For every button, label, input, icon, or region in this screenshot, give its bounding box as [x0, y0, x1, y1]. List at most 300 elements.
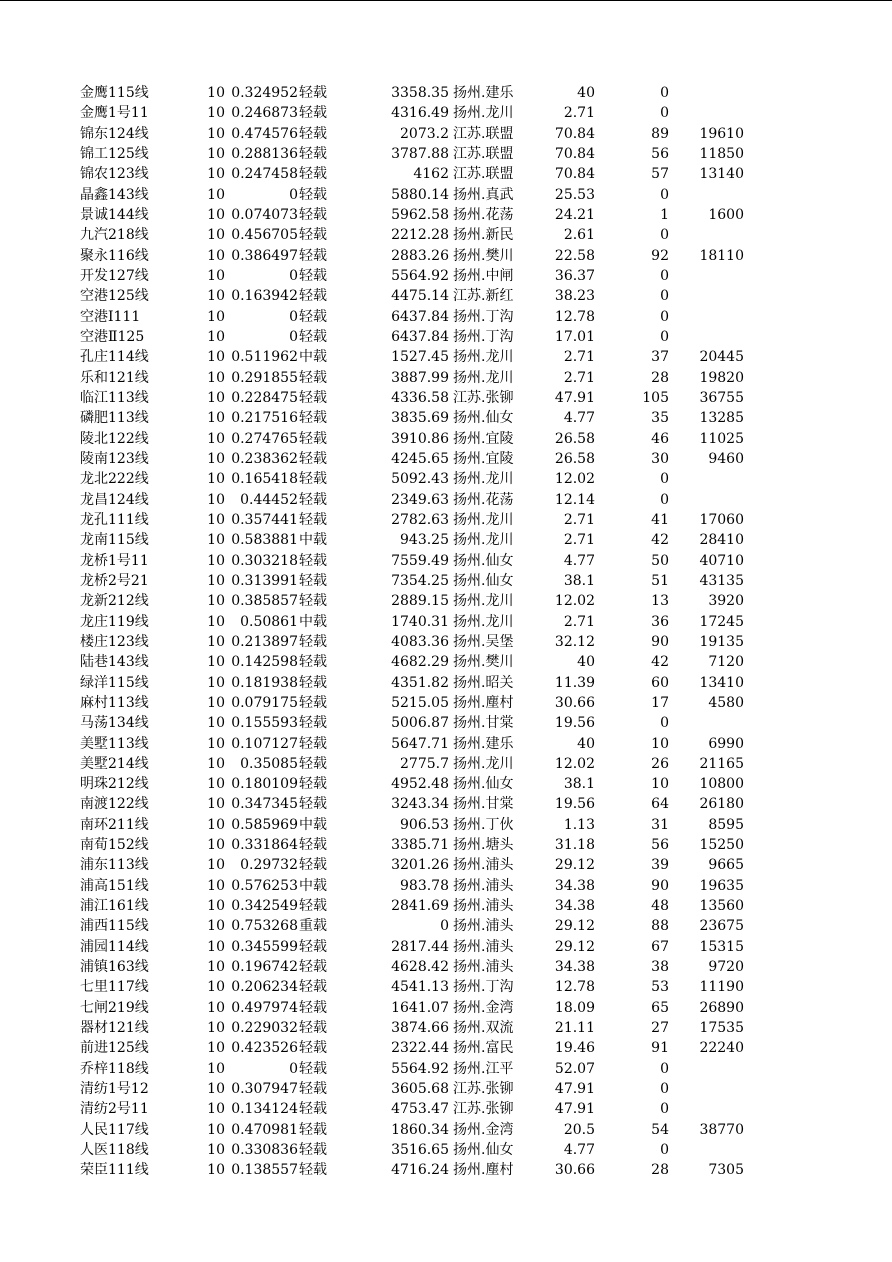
- load-rate-cell: 0.181938: [231, 674, 298, 691]
- count-cell: 37: [651, 349, 669, 366]
- amount-cell: 3920: [708, 593, 744, 610]
- table-row: [0, 754, 892, 774]
- capacity-cell: 906.53: [400, 816, 449, 833]
- line-name-cell: 乔梓118线: [80, 1060, 149, 1077]
- amount-cell: 11850: [699, 145, 744, 162]
- table-row: [0, 408, 892, 428]
- load-rate-cell: 0.107127: [231, 735, 298, 752]
- count-cell: 0: [660, 186, 669, 203]
- count-cell: 0: [660, 105, 669, 122]
- table-row: [0, 490, 892, 510]
- count-cell: 105: [642, 389, 669, 406]
- substation-cell: 扬州.龙川: [453, 593, 514, 610]
- count-cell: 42: [651, 654, 669, 671]
- count-cell: 0: [660, 491, 669, 508]
- voltage-cell: 10: [207, 999, 225, 1016]
- table-row: [0, 1160, 892, 1180]
- load-rate-cell: 0: [289, 1060, 298, 1077]
- voltage-cell: 10: [207, 511, 225, 528]
- table-row: [0, 266, 892, 286]
- load-rate-cell: 0.274765: [231, 430, 298, 447]
- substation-cell: 扬州.龙川: [453, 511, 514, 528]
- table-row: [0, 1099, 892, 1119]
- distance-cell: 52.07: [554, 1060, 595, 1077]
- distance-cell: 40: [577, 654, 595, 671]
- voltage-cell: 10: [207, 85, 225, 101]
- count-cell: 39: [651, 857, 669, 874]
- substation-cell: 扬州.龙川: [453, 532, 514, 549]
- amount-cell: 9720: [708, 959, 744, 976]
- load-status-cell: 轻载: [299, 552, 327, 569]
- amount-cell: 15250: [699, 837, 744, 854]
- load-rate-cell: 0.342549: [231, 898, 298, 915]
- line-name-cell: 清纺1号12: [80, 1081, 149, 1098]
- load-rate-cell: 0.331864: [231, 837, 298, 854]
- substation-cell: 扬州.丁沟: [453, 328, 514, 345]
- load-rate-cell: 0.576253: [231, 877, 298, 894]
- load-status-cell: 轻载: [299, 1101, 327, 1118]
- amount-cell: 21165: [699, 755, 744, 772]
- substation-cell: 扬州.中闸: [453, 267, 514, 284]
- count-cell: 13: [651, 593, 669, 610]
- distance-cell: 36.37: [554, 267, 595, 284]
- count-cell: 10: [651, 735, 669, 752]
- load-rate-cell: 0.163942: [231, 288, 298, 305]
- line-name-cell: 龙桥2号21: [80, 572, 149, 589]
- distance-cell: 38.23: [554, 288, 595, 305]
- load-rate-cell: 0.246873: [231, 105, 298, 122]
- table-row: [0, 632, 892, 652]
- amount-cell: 43135: [699, 572, 744, 589]
- line-name-cell: 麻村113线: [80, 694, 149, 711]
- substation-cell: 扬州.花荡: [453, 206, 514, 223]
- line-name-cell: 锦工125线: [80, 145, 149, 162]
- substation-cell: 扬州.浦头: [453, 877, 514, 894]
- line-name-cell: 浦高151线: [80, 877, 149, 894]
- load-status-cell: 轻载: [299, 1162, 327, 1179]
- substation-cell: 扬州.江平: [453, 1060, 514, 1077]
- table-row: [0, 164, 892, 184]
- load-rate-cell: 0.165418: [231, 471, 298, 488]
- table-row: [0, 876, 892, 896]
- line-name-cell: 浦镇163线: [80, 959, 149, 976]
- voltage-cell: 10: [207, 593, 225, 610]
- load-status-cell: 轻载: [299, 369, 327, 386]
- load-status-cell: 轻载: [299, 959, 327, 976]
- load-rate-cell: 0.511962: [231, 349, 298, 366]
- voltage-cell: 10: [207, 837, 225, 854]
- distance-cell: 4.77: [563, 552, 595, 569]
- load-rate-cell: 0.180109: [231, 776, 298, 793]
- substation-cell: 扬州.富民: [453, 1040, 514, 1057]
- load-status-cell: 轻载: [299, 247, 327, 264]
- substation-cell: 扬州.建乐: [453, 735, 514, 752]
- table-row: [0, 307, 892, 327]
- substation-cell: 扬州.新民: [453, 227, 514, 244]
- count-cell: 48: [651, 898, 669, 915]
- load-status-cell: 轻载: [299, 430, 327, 447]
- load-status-cell: 中载: [299, 613, 327, 630]
- amount-cell: 7305: [708, 1162, 744, 1179]
- distance-cell: 12.78: [554, 308, 595, 325]
- count-cell: 56: [651, 145, 669, 162]
- distance-cell: 1.13: [563, 816, 595, 833]
- table-row: [0, 225, 892, 245]
- voltage-cell: 10: [207, 633, 225, 650]
- table-row: [0, 205, 892, 225]
- distance-cell: 4.77: [563, 410, 595, 427]
- substation-cell: 扬州.樊川: [453, 247, 514, 264]
- load-status-cell: 轻载: [299, 308, 327, 325]
- voltage-cell: 10: [207, 267, 225, 284]
- table-row: [0, 998, 892, 1018]
- load-status-cell: 轻载: [299, 471, 327, 488]
- load-status-cell: 轻载: [299, 979, 327, 996]
- amount-cell: 11025: [699, 430, 744, 447]
- load-status-cell: 轻载: [299, 674, 327, 691]
- distance-cell: 4.77: [563, 1142, 595, 1159]
- line-name-cell: 器材121线: [80, 1020, 149, 1037]
- load-rate-cell: 0: [289, 328, 298, 345]
- distance-cell: 40: [577, 85, 595, 101]
- distance-cell: 12.02: [554, 471, 595, 488]
- capacity-cell: 4682.29: [391, 654, 449, 671]
- load-status-cell: 轻载: [299, 125, 327, 142]
- load-rate-cell: 0.206234: [231, 979, 298, 996]
- capacity-cell: 7559.49: [391, 552, 449, 569]
- count-cell: 17: [651, 694, 669, 711]
- voltage-cell: 10: [207, 552, 225, 569]
- line-name-cell: 空港Ⅱ125: [80, 328, 145, 345]
- count-cell: 50: [651, 552, 669, 569]
- load-rate-cell: 0.288136: [231, 145, 298, 162]
- count-cell: 56: [651, 837, 669, 854]
- distance-cell: 19.56: [554, 715, 595, 732]
- amount-cell: 23675: [699, 918, 744, 935]
- line-name-cell: 金鹰1号11: [80, 105, 149, 122]
- distance-cell: 70.84: [554, 166, 595, 183]
- voltage-cell: 10: [207, 755, 225, 772]
- distance-cell: 38.1: [563, 776, 595, 793]
- load-status-cell: 轻载: [299, 938, 327, 955]
- count-cell: 0: [660, 328, 669, 345]
- table-row: [0, 835, 892, 855]
- substation-cell: 扬州.浦头: [453, 959, 514, 976]
- voltage-cell: 10: [207, 430, 225, 447]
- substation-cell: 扬州.龙川: [453, 105, 514, 122]
- line-name-cell: 晶鑫143线: [80, 186, 149, 203]
- distance-cell: 40: [577, 735, 595, 752]
- load-rate-cell: 0.142598: [231, 654, 298, 671]
- amount-cell: 13560: [699, 898, 744, 915]
- load-rate-cell: 0.228475: [231, 389, 298, 406]
- voltage-cell: 10: [207, 613, 225, 630]
- load-status-cell: 轻载: [299, 593, 327, 610]
- voltage-cell: 10: [207, 938, 225, 955]
- capacity-cell: 0: [440, 918, 449, 935]
- count-cell: 36: [651, 613, 669, 630]
- count-cell: 57: [651, 166, 669, 183]
- substation-cell: 江苏.张铆: [453, 1081, 514, 1098]
- capacity-cell: 3385.71: [391, 837, 449, 854]
- voltage-cell: 10: [207, 125, 225, 142]
- voltage-cell: 10: [207, 145, 225, 162]
- line-name-cell: 荣臣111线: [80, 1162, 149, 1179]
- load-status-cell: 轻载: [299, 755, 327, 772]
- table-row: [0, 916, 892, 936]
- load-status-cell: 轻载: [299, 735, 327, 752]
- amount-cell: 36755: [699, 389, 744, 406]
- load-status-cell: 中载: [299, 877, 327, 894]
- distance-cell: 12.02: [554, 755, 595, 772]
- load-status-cell: 轻载: [299, 1020, 327, 1037]
- load-rate-cell: 0.155593: [231, 715, 298, 732]
- load-rate-cell: 0.29732: [240, 857, 298, 874]
- count-cell: 0: [660, 715, 669, 732]
- voltage-cell: 10: [207, 369, 225, 386]
- voltage-cell: 10: [207, 491, 225, 508]
- voltage-cell: 10: [207, 694, 225, 711]
- substation-cell: 扬州.丁沟: [453, 308, 514, 325]
- amount-cell: 10800: [699, 776, 744, 793]
- distance-cell: 2.71: [563, 532, 595, 549]
- substation-cell: 扬州.花荡: [453, 491, 514, 508]
- load-rate-cell: 0.347345: [231, 796, 298, 813]
- amount-cell: 38770: [699, 1121, 744, 1138]
- load-status-cell: 轻载: [299, 898, 327, 915]
- table-row: [0, 774, 892, 794]
- distance-cell: 18.09: [554, 999, 595, 1016]
- count-cell: 0: [660, 471, 669, 488]
- count-cell: 0: [660, 1081, 669, 1098]
- substation-cell: 扬州.仙女: [453, 776, 514, 793]
- substation-cell: 扬州.浦头: [453, 918, 514, 935]
- voltage-cell: 10: [207, 959, 225, 976]
- amount-cell: 15315: [699, 938, 744, 955]
- table-row: [0, 896, 892, 916]
- substation-cell: 江苏.联盟: [453, 166, 514, 183]
- substation-cell: 扬州.仙女: [453, 410, 514, 427]
- load-rate-cell: 0.238362: [231, 450, 298, 467]
- distance-cell: 19.46: [554, 1040, 595, 1057]
- distance-cell: 34.38: [554, 877, 595, 894]
- table-row: [0, 327, 892, 347]
- load-status-cell: 轻载: [299, 206, 327, 223]
- line-name-cell: 金鹰115线: [80, 85, 149, 101]
- load-status-cell: 轻载: [299, 227, 327, 244]
- table-row: [0, 449, 892, 469]
- voltage-cell: 10: [207, 1060, 225, 1077]
- distance-cell: 2.71: [563, 369, 595, 386]
- substation-cell: 扬州.昭关: [453, 674, 514, 691]
- substation-cell: 扬州.仙女: [453, 572, 514, 589]
- load-status-cell: 轻载: [299, 511, 327, 528]
- count-cell: 41: [651, 511, 669, 528]
- capacity-cell: 2841.69: [391, 898, 449, 915]
- distance-cell: 31.18: [554, 837, 595, 854]
- capacity-cell: 4753.47: [391, 1101, 449, 1118]
- capacity-cell: 1860.34: [391, 1121, 449, 1138]
- voltage-cell: 10: [207, 654, 225, 671]
- substation-cell: 江苏.新红: [453, 288, 514, 305]
- distance-cell: 29.12: [554, 857, 595, 874]
- line-name-cell: 乐和121线: [80, 369, 149, 386]
- voltage-cell: 10: [207, 105, 225, 122]
- distance-cell: 2.71: [563, 613, 595, 630]
- table-row: [0, 144, 892, 164]
- load-rate-cell: 0.497974: [231, 999, 298, 1016]
- voltage-cell: 10: [207, 918, 225, 935]
- line-name-cell: 马荡134线: [80, 715, 149, 732]
- substation-cell: 扬州.塘头: [453, 837, 514, 854]
- spreadsheet-table: [0, 83, 892, 1181]
- table-row: [0, 1038, 892, 1058]
- amount-cell: 9460: [708, 450, 744, 467]
- amount-cell: 26890: [699, 999, 744, 1016]
- load-rate-cell: 0.470981: [231, 1121, 298, 1138]
- line-name-cell: 景诚144线: [80, 206, 149, 223]
- capacity-cell: 5564.92: [391, 1060, 449, 1077]
- line-name-cell: 陵南123线: [80, 450, 149, 467]
- load-rate-cell: 0.303218: [231, 552, 298, 569]
- load-status-cell: 轻载: [299, 796, 327, 813]
- line-name-cell: 浦园114线: [80, 938, 149, 955]
- count-cell: 51: [651, 572, 669, 589]
- substation-cell: 扬州.仙女: [453, 552, 514, 569]
- count-cell: 28: [651, 369, 669, 386]
- table-row: [0, 388, 892, 408]
- load-status-cell: 轻载: [299, 857, 327, 874]
- capacity-cell: 3516.65: [391, 1142, 449, 1159]
- capacity-cell: 943.25: [400, 532, 449, 549]
- substation-cell: 扬州.仙女: [453, 1142, 514, 1159]
- load-rate-cell: 0.138557: [231, 1162, 298, 1179]
- capacity-cell: 5962.58: [391, 206, 449, 223]
- load-rate-cell: 0: [289, 186, 298, 203]
- load-rate-cell: 0.324952: [231, 85, 298, 101]
- load-rate-cell: 0.307947: [231, 1081, 298, 1098]
- voltage-cell: 10: [207, 308, 225, 325]
- count-cell: 42: [651, 532, 669, 549]
- load-rate-cell: 0.079175: [231, 694, 298, 711]
- capacity-cell: 1527.45: [391, 349, 449, 366]
- load-status-cell: 轻载: [299, 105, 327, 122]
- line-name-cell: 浦西115线: [80, 918, 149, 935]
- capacity-cell: 5564.92: [391, 267, 449, 284]
- amount-cell: 19610: [699, 125, 744, 142]
- count-cell: 92: [651, 247, 669, 264]
- table-row: [0, 591, 892, 611]
- capacity-cell: 6437.84: [391, 328, 449, 345]
- line-name-cell: 前进125线: [80, 1040, 149, 1057]
- substation-cell: 扬州.浦头: [453, 857, 514, 874]
- count-cell: 64: [651, 796, 669, 813]
- substation-cell: 扬州.龙川: [453, 369, 514, 386]
- load-rate-cell: 0.217516: [231, 410, 298, 427]
- load-rate-cell: 0.753268: [231, 918, 298, 935]
- capacity-cell: 4336.58: [391, 389, 449, 406]
- substation-cell: 扬州.塵村: [453, 694, 514, 711]
- substation-cell: 扬州.金湾: [453, 1121, 514, 1138]
- voltage-cell: 10: [207, 389, 225, 406]
- load-status-cell: 轻载: [299, 288, 327, 305]
- distance-cell: 24.21: [554, 206, 595, 223]
- table-row: [0, 510, 892, 530]
- load-rate-cell: 0: [289, 308, 298, 325]
- capacity-cell: 2889.15: [391, 593, 449, 610]
- voltage-cell: 10: [207, 674, 225, 691]
- line-name-cell: 聚永116线: [80, 247, 149, 264]
- distance-cell: 12.02: [554, 593, 595, 610]
- distance-cell: 47.91: [554, 1101, 595, 1118]
- load-status-cell: 轻载: [299, 389, 327, 406]
- load-status-cell: 轻载: [299, 837, 327, 854]
- load-rate-cell: 0.583881: [231, 532, 298, 549]
- voltage-cell: 10: [207, 186, 225, 203]
- capacity-cell: 5006.87: [391, 715, 449, 732]
- substation-cell: 江苏.张铆: [453, 389, 514, 406]
- table-row: [0, 1140, 892, 1160]
- load-status-cell: 轻载: [299, 186, 327, 203]
- capacity-cell: 2349.63: [391, 491, 449, 508]
- amount-cell: 4580: [708, 694, 744, 711]
- table-row: [0, 429, 892, 449]
- load-rate-cell: 0.074073: [231, 206, 298, 223]
- capacity-cell: 3835.69: [391, 410, 449, 427]
- table-row: [0, 530, 892, 550]
- count-cell: 10: [651, 776, 669, 793]
- line-name-cell: 南渡122线: [80, 796, 149, 813]
- table-row: [0, 713, 892, 733]
- load-status-cell: 轻载: [299, 328, 327, 345]
- substation-cell: 扬州.浦头: [453, 938, 514, 955]
- capacity-cell: 4541.13: [391, 979, 449, 996]
- distance-cell: 12.14: [554, 491, 595, 508]
- substation-cell: 扬州.宜陵: [453, 450, 514, 467]
- count-cell: 67: [651, 938, 669, 955]
- count-cell: 53: [651, 979, 669, 996]
- distance-cell: 25.53: [554, 186, 595, 203]
- distance-cell: 29.12: [554, 918, 595, 935]
- load-status-cell: 轻载: [299, 145, 327, 162]
- line-name-cell: 陆巷143线: [80, 654, 149, 671]
- capacity-cell: 4351.82: [391, 674, 449, 691]
- table-row: [0, 1120, 892, 1140]
- line-name-cell: 七闸219线: [80, 999, 149, 1016]
- table-row: [0, 469, 892, 489]
- line-name-cell: 锦东124线: [80, 125, 149, 142]
- capacity-cell: 983.78: [400, 877, 449, 894]
- load-status-cell: 轻载: [299, 572, 327, 589]
- line-name-cell: 龙北222线: [80, 471, 149, 488]
- load-status-cell: 中载: [299, 532, 327, 549]
- capacity-cell: 2782.63: [391, 511, 449, 528]
- count-cell: 0: [660, 227, 669, 244]
- load-status-cell: 轻载: [299, 999, 327, 1016]
- distance-cell: 47.91: [554, 1081, 595, 1098]
- load-rate-cell: 0.423526: [231, 1040, 298, 1057]
- capacity-cell: 4628.42: [391, 959, 449, 976]
- count-cell: 90: [651, 633, 669, 650]
- line-name-cell: 南荀152线: [80, 837, 149, 854]
- capacity-cell: 7354.25: [391, 572, 449, 589]
- table-row: [0, 794, 892, 814]
- distance-cell: 20.5: [563, 1121, 595, 1138]
- voltage-cell: 10: [207, 450, 225, 467]
- substation-cell: 扬州.宜陵: [453, 430, 514, 447]
- capacity-cell: 6437.84: [391, 308, 449, 325]
- capacity-cell: 3201.26: [391, 857, 449, 874]
